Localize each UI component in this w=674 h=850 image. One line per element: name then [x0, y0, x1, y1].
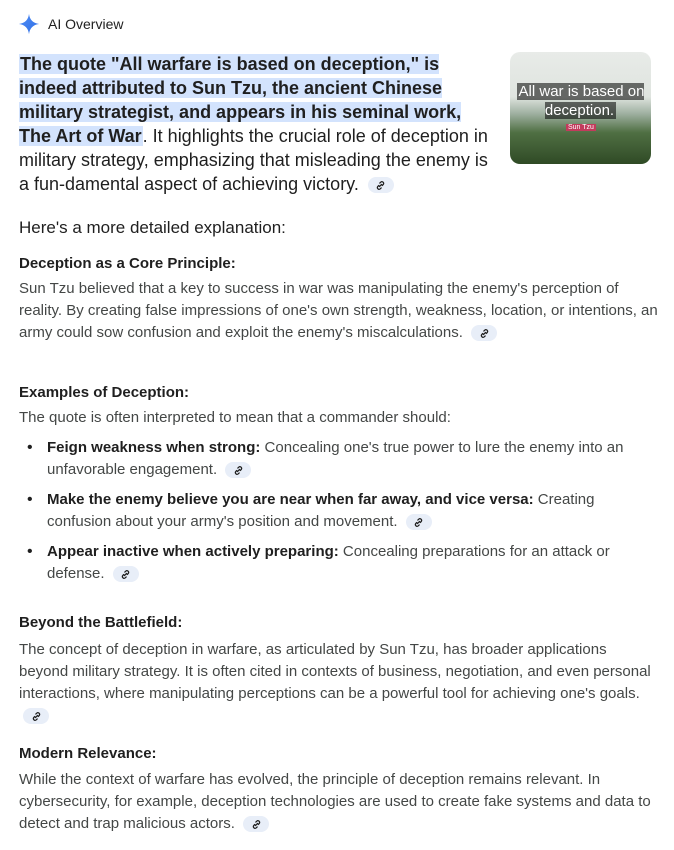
section-title-examples: Examples of Deception: [19, 384, 190, 401]
source-link-chip[interactable] [23, 708, 49, 724]
section-text-beyond: The concept of deception in warfare, as articulated by Sun Tzu, has broader applications beyond military strategy. It is often cited in contexts of business, negotiation, and even personal interactions, where manipulating perceptions can be a powerful tool for achieving one's goals. [19, 639, 659, 727]
section-text-examples: The quote is often interpreted to mean that a commander should: [19, 409, 451, 426]
source-link-chip[interactable] [243, 816, 269, 832]
source-link-chip[interactable] [406, 514, 432, 530]
ai-overview-header [18, 12, 123, 36]
gemini-sparkle-icon [18, 13, 40, 35]
quote-thumbnail-image[interactable] [510, 52, 651, 164]
list-item: • Feign weakness when strong: Concealing one's true power to lure the enemy into an unfavorable engagement. [19, 437, 659, 481]
source-link-chip[interactable] [225, 462, 251, 478]
section-text-core-principle: Sun Tzu believed that a key to success in war was manipulating the enemy's perception of reality. By creating false impressions of one's own strength, weakness, location, or intentions, an army could sow confusion and exploit the enemy's miscalculations. [19, 280, 658, 341]
link-icon [233, 465, 244, 476]
section-text-modern: While the context of warfare has evolved, the principle of deception remains relevant. In cybersecurity, for example, deception technologies are used to create fake systems and data to detect and trap malicious actors. [19, 771, 651, 832]
thumbnail-caption: All war is based on deception. [518, 83, 645, 119]
detailed-explanation-heading: Here's a more detailed explanation: [19, 218, 286, 237]
source-link-chip[interactable] [113, 566, 139, 582]
intro-rest-text: . It highlights the crucial role of deception in military strategy, emphasizing that misleading the enemy is a fun-damental aspect of achieving victory. [19, 126, 488, 194]
list-item: • Appear inactive when actively preparing: Concealing preparations for an attack or defense. [19, 541, 659, 585]
source-link-chip[interactable] [368, 177, 394, 193]
intro-paragraph [19, 52, 489, 196]
link-icon [375, 180, 386, 191]
link-icon [31, 711, 42, 722]
source-link-chip[interactable] [471, 325, 497, 341]
link-icon [413, 517, 424, 528]
thumbnail-tag: Sun Tzu [568, 124, 594, 131]
section-title-beyond: Beyond the Battlefield: [19, 614, 183, 631]
link-icon [120, 569, 131, 580]
examples-list [19, 437, 659, 593]
section-title-core-principle: Deception as a Core Principle: [19, 255, 236, 272]
section-title-modern: Modern Relevance: [19, 745, 157, 762]
ai-overview-title: AI Overview [48, 16, 124, 32]
highlighted-quote-text: The quote "All warfare is based on deception," is indeed attributed to Sun Tzu, the ancient Chinese military strategist, and appears in his seminal work, The Art of War [19, 54, 462, 146]
link-icon [479, 328, 490, 339]
list-item: • Make the enemy believe you are near when far away, and vice versa: Creating confusion about your army's position and movement. [19, 489, 659, 533]
link-icon [251, 819, 262, 830]
